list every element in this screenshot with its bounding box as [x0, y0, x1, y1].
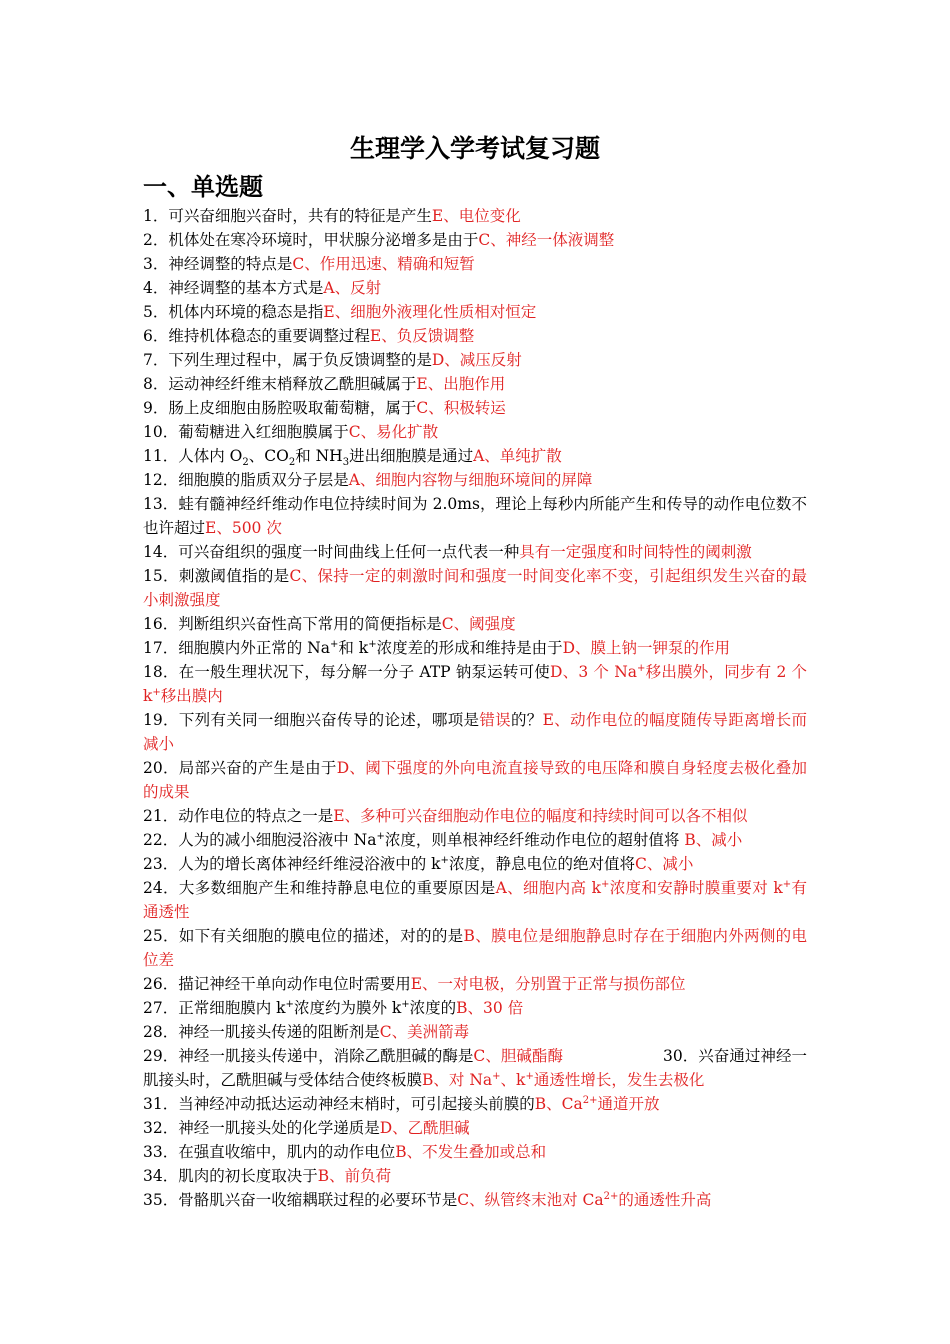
question-25: 25．如下有关细胞的膜电位的描述，对的的是B、膜电位是细胞静息时存在于细胞内外两侧的电位差 [143, 927, 807, 969]
question-10: 10．葡萄糖进入红细胞膜属于C、易化扩散 [143, 423, 439, 441]
question-28: 28．神经一肌接头传递的阻断剂是C、美洲箭毒 [143, 1023, 470, 1041]
question-23: 23．人为的增长离体神经纤维浸浴液中的 k+浓度，静息电位的绝对值将C、减小 [143, 854, 694, 873]
section-heading: 一、单选题 [143, 172, 263, 201]
question-20: 20．局部兴奋的产生是由于D、阈下强度的外向电流直接导致的电压降和膜自身轻度去极化叠加的成果 [143, 759, 807, 801]
question-29-30: 29．神经一肌接头传递中，消除乙酰胆碱的酶是C、胆碱酯酶 30．兴奋通过神经一肌接头时，乙酰胆碱与受体结合使终板膜B、对 Na+、k+通透性增长，发生去极化 [143, 1047, 807, 1089]
question-32: 32．神经一肌接头处的化学递质是D、乙酰胆碱 [143, 1119, 470, 1137]
question-13: 13．蛙有髓神经纤维动作电位持续时间为 2.0ms，理论上每秒内所能产生和传导的动作电位数不也许超过E、500 次 [143, 495, 807, 537]
question-17: 17．细胞膜内外正常的 Na+和 k+浓度差的形成和维持是由于D、膜上钠一钾泵的作用 [143, 638, 731, 657]
question-33: 33．在强直收缩中，肌内的动作电位B、不发生叠加或总和 [143, 1143, 547, 1161]
question-6: 6．维持机体稳态的重要调整过程E、负反馈调整 [143, 327, 475, 345]
question-14: 14．可兴奋组织的强度一时间曲线上任何一点代表一种具有一定强度和时间特性的阈刺激 [143, 543, 752, 561]
question-5: 5．机体内环境的稳态是指E、细胞外液理化性质相对恒定 [143, 303, 537, 321]
question-19: 19．下列有关同一细胞兴奋传导的论述，哪项是错误的？E、动作电位的幅度随传导距离增长而减小 [143, 711, 807, 753]
question-31: 31．当神经冲动抵达运动神经末梢时，可引起接头前膜的B、$Ca^{2+}$通道开放 [143, 1094, 660, 1113]
question-35: 35．骨骼肌兴奋一收缩耦联过程的必要环节是C、纵管终末池对 $Ca^{2+}$的通透性升高 [143, 1190, 712, 1209]
question-24: 24．大多数细胞产生和维持静息电位的重要原因是A、细胞内高 k+浓度和安静时膜重要对 k+有通透性 [143, 878, 807, 921]
question-7: 7．下列生理过程中，属于负反馈调整的是D、减压反射 [143, 351, 522, 369]
question-3: 3．神经调整的特点是C、作用迅速、精确和短暂 [143, 255, 475, 273]
question-9: 9．肠上皮细胞由肠腔吸取葡萄糖，属于C、积极转运 [143, 399, 506, 417]
question-15: 15．刺激阈值指的是C、保持一定的刺激时间和强度一时间变化率不变，引起组织发生兴奋的最小刺激强度 [143, 567, 807, 609]
question-2: 2．机体处在寒冷环境时，甲状腺分泌增多是由于C、神经一体液调整 [143, 231, 615, 249]
question-34: 34．肌肉的初长度取决于B、前负荷 [143, 1167, 392, 1185]
question-8: 8．运动神经纤维末梢释放乙酰胆碱属于E、出胞作用 [143, 375, 506, 393]
question-16: 16．判断组织兴奋性高下常用的简便指标是C、阈强度 [143, 615, 516, 633]
question-18: 18．在一般生理状况下，每分解一分子 ATP 钠泵运转可使D、3 个 Na+移出膜外，同步有 2 个 k+移出膜内 [143, 662, 807, 705]
question-26: 26．描记神经干单向动作电位时需要用E、一对电极，分别置于正常与损伤部位 [143, 975, 686, 993]
question-1: 1．可兴奋细胞兴奋时，共有的特征是产生E、电位变化 [143, 207, 521, 225]
question-22: 22．人为的减小细胞浸浴液中 Na+浓度，则单根神经纤维动作电位的超射值将 B、减小 [143, 830, 743, 849]
question-12: 12．细胞膜的脂质双分子层是A、细胞内容物与细胞环境间的屏障 [143, 471, 593, 489]
question-list [143, 204, 807, 1212]
question-21: 21．动作电位的特点之一是E、多种可兴奋细胞动作电位的幅度和持续时间可以各不相似 [143, 807, 748, 825]
question-27: 27．正常细胞膜内 k+浓度约为膜外 k+浓度的B、30 倍 [143, 998, 524, 1017]
document-title: 生理学入学考试复习题 [349, 134, 600, 163]
question-4: 4．神经调整的基本方式是A、反射 [143, 279, 382, 297]
question-11: 11．人体内 $O_2$、$CO_2$和 $NH_3$进出细胞膜是通过A、单纯扩散 [143, 447, 562, 469]
